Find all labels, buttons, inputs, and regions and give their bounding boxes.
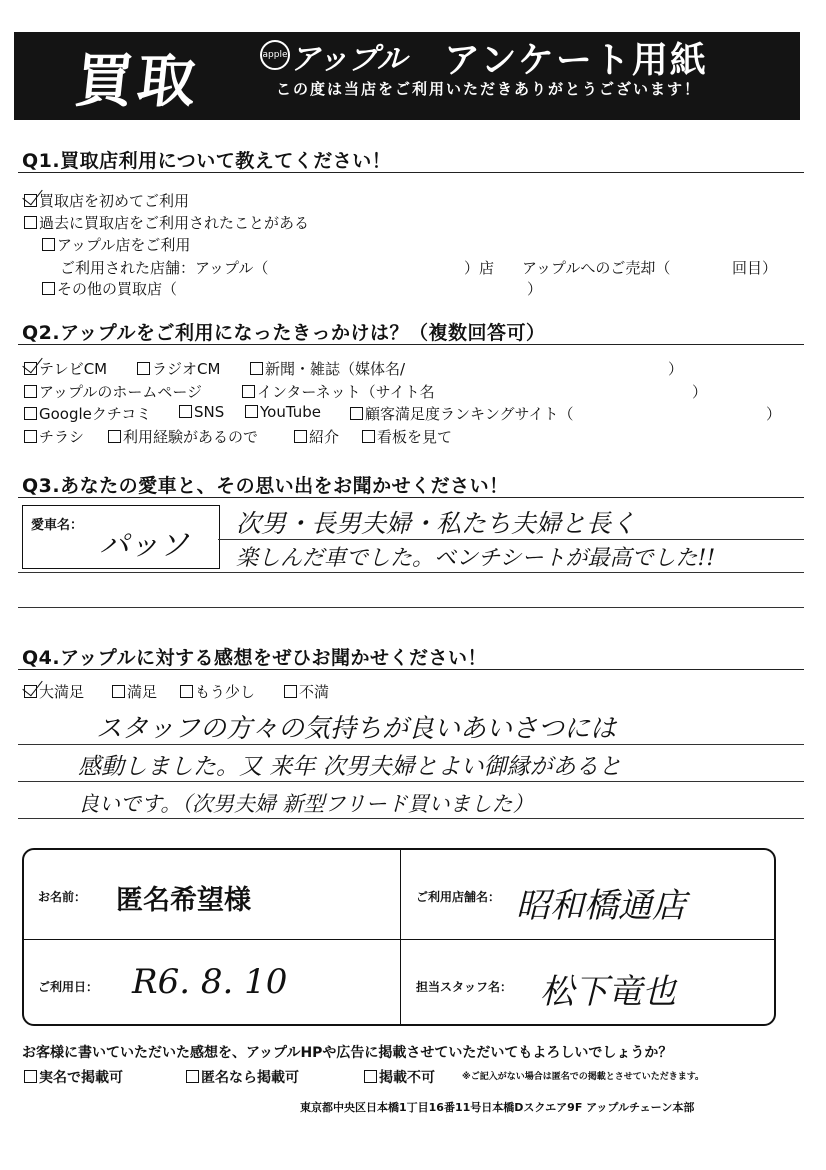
publish-permission-question: お客様に書いていただいた感想を、アップルHPや広告に掲載させていただいてもよろしいでしょうか？ — [22, 1045, 673, 1061]
not-allowed-label: 掲載不可 — [379, 1070, 435, 1086]
q4-very-satisfied-label: 大満足 — [39, 683, 85, 701]
q2-experience-label: 利用経験があるので — [123, 428, 259, 446]
q3-answer-line — [18, 572, 804, 573]
checkbox-icon[interactable] — [186, 1070, 199, 1083]
publish-not-allowed-option[interactable] — [364, 1067, 435, 1087]
checkbox-icon[interactable] — [362, 430, 375, 443]
checkbox-icon[interactable] — [179, 405, 192, 418]
checkbox-icon[interactable] — [350, 407, 363, 420]
checkbox-icon[interactable] — [24, 216, 37, 229]
q2-title: Q2.アップルをご利用になったきっかけは？（複数回答可） — [22, 322, 546, 344]
q1-other-label: その他の買取店（ — [57, 280, 178, 298]
q2-internet-close: ） — [692, 383, 708, 401]
q4-title: Q4.アップルに対する感想をぜひお聞かせください！ — [22, 647, 488, 669]
q1-past-use-label: 過去に買取店をご利用されたことがある — [39, 214, 310, 232]
q2-google-label: Googleクチコミ — [39, 405, 152, 423]
checkbox-icon[interactable] — [42, 238, 55, 251]
staff-value[interactable]: 松下竜也 — [540, 972, 676, 1012]
q2-option-internet[interactable] — [242, 381, 435, 402]
q3-memory-line-2: 楽しんだ車でした。ベンチシートが最高でした!! — [236, 546, 716, 571]
q2-option-tv[interactable] — [24, 358, 107, 379]
q3-divider — [18, 497, 804, 498]
checkbox-icon[interactable] — [137, 362, 150, 375]
q1-sell-count-suffix: 回目） — [732, 259, 778, 277]
info-horizontal-divider — [24, 939, 774, 940]
staff-label: 担当スタッフ名： — [416, 980, 513, 994]
checkbox-icon[interactable] — [284, 685, 297, 698]
q2-homepage-label: アップルのホームページ — [39, 383, 203, 401]
q2-signboard-label: 看板を見て — [377, 428, 453, 446]
q4-option-satisfied[interactable] — [112, 681, 157, 702]
q1-apple-store-label: アップル店をご利用 — [57, 236, 191, 254]
q1-option-first-time[interactable] — [24, 190, 189, 211]
q4-comment-line-3: 良いです。（次男夫婦 新型フリード買いました） — [78, 792, 534, 816]
q4-option-dissatisfied[interactable] — [284, 681, 329, 702]
q2-youtube-label: YouTube — [260, 403, 321, 421]
q4-comment-line-1: スタッフの方々の気持ちが良いあいさつには — [96, 714, 617, 744]
q1-option-past-use[interactable] — [24, 212, 309, 233]
checkbox-icon[interactable] — [24, 385, 37, 398]
q4-answer-line — [18, 744, 804, 745]
brand-name: アップル — [290, 42, 407, 77]
publish-real-name-option[interactable] — [24, 1067, 123, 1087]
q1-other-close: ） — [527, 280, 543, 298]
q4-option-a-little-more[interactable] — [180, 681, 255, 702]
form-title: アンケート用紙 — [444, 40, 708, 81]
publish-anonymous-option[interactable] — [186, 1067, 299, 1087]
date-value[interactable]: R6. 8. 10 — [132, 962, 288, 1002]
q3-title: Q3.あなたの愛車と、その思い出をお聞かせください！ — [22, 475, 509, 497]
header-banner — [14, 32, 800, 120]
company-address: 東京都中央区日本橋1丁目16番11号日本橋Dスクエア9F アップルチェーン本部 — [300, 1101, 695, 1114]
checkbox-icon[interactable] — [245, 405, 258, 418]
checkbox-icon[interactable] — [364, 1070, 377, 1083]
q2-option-ranking[interactable] — [350, 403, 574, 424]
checkbox-icon[interactable] — [24, 407, 37, 420]
date-label: ご利用日： — [38, 980, 99, 994]
checkbox-icon[interactable] — [112, 685, 125, 698]
info-vertical-divider — [400, 850, 401, 1024]
checkbox-icon[interactable] — [42, 282, 55, 295]
q2-option-signboard[interactable] — [362, 426, 452, 447]
checkbox-icon[interactable] — [294, 430, 307, 443]
checkbox-checked-icon[interactable] — [24, 362, 37, 375]
q1-first-time-label: 買取店を初めてご利用 — [39, 192, 190, 210]
checkbox-icon[interactable] — [108, 430, 121, 443]
q1-store-suffix: ）店 — [464, 259, 495, 277]
q1-title: Q1.買取店利用について教えてください！ — [22, 150, 392, 172]
q1-store-used-label: ご利用された店舗：アップル（ — [60, 259, 269, 277]
q4-comment-line-2: 感動しました。又 来年 次男夫婦とよい御縁があると — [78, 754, 622, 780]
car-name-value: パッソ — [99, 528, 189, 563]
q3-memory-line-1: 次男・長男夫婦・私たち夫婦と長く — [236, 509, 637, 538]
car-name-box[interactable] — [22, 505, 220, 569]
q4-answer-line — [18, 781, 804, 782]
q2-introduction-label: 紹介 — [309, 428, 340, 446]
customer-info-box — [22, 848, 776, 1026]
q2-internet-label: インターネット（サイト名 — [257, 383, 435, 401]
q3-answer-line — [18, 607, 804, 608]
q1-sell-count-label: アップルへのご売却（ — [522, 259, 671, 277]
checkbox-icon[interactable] — [180, 685, 193, 698]
store-label: ご利用店舗名： — [416, 890, 501, 904]
q4-divider — [18, 669, 804, 670]
q2-option-google[interactable] — [24, 403, 151, 424]
q2-option-introduction[interactable] — [294, 426, 339, 447]
q2-ranking-close: ） — [766, 405, 782, 423]
checkbox-icon[interactable] — [250, 362, 263, 375]
q3-answer-line — [218, 539, 804, 540]
checkbox-icon[interactable] — [242, 385, 255, 398]
q2-sns-label: SNS — [194, 403, 225, 421]
kaitori-logo: 買取 — [71, 47, 204, 115]
q1-option-other[interactable] — [42, 278, 177, 299]
apple-logo-icon: apple — [260, 40, 290, 70]
q2-tv-label: テレビCM — [39, 360, 108, 378]
q2-option-radio[interactable] — [137, 358, 220, 379]
publish-note: ※ご記入がない場合は匿名での掲載とさせていただきます。 — [462, 1072, 705, 1082]
q2-option-sns[interactable] — [179, 403, 224, 421]
q2-divider — [18, 344, 804, 345]
checkbox-checked-icon[interactable] — [24, 194, 37, 207]
q2-option-youtube[interactable] — [245, 403, 321, 421]
store-value[interactable]: 昭和橋通店 — [516, 886, 686, 926]
q2-ranking-label: 顧客満足度ランキングサイト（ — [365, 405, 574, 423]
q2-option-newspaper[interactable] — [250, 358, 405, 379]
checkbox-icon[interactable] — [24, 1070, 37, 1083]
q4-dissatisfied-label: 不満 — [299, 683, 330, 701]
q1-divider — [18, 172, 804, 173]
q1-option-apple-store[interactable] — [42, 234, 190, 255]
real-name-label: 実名で掲載可 — [39, 1070, 123, 1086]
q2-option-homepage[interactable] — [24, 381, 202, 402]
anonymous-label: 匿名なら掲載可 — [201, 1070, 299, 1086]
checkbox-icon[interactable] — [24, 430, 37, 443]
q4-satisfied-label: 満足 — [127, 683, 158, 701]
thanks-message: この度は当店をご利用いただきありがとうございます！ — [276, 80, 702, 98]
q2-option-flyer[interactable] — [24, 426, 84, 447]
checkbox-checked-icon[interactable] — [24, 685, 37, 698]
q4-option-very-satisfied[interactable] — [24, 681, 84, 702]
q2-newspaper-close: ） — [668, 360, 684, 378]
q4-answer-line — [18, 818, 804, 819]
car-name-label: 愛車名： — [31, 518, 84, 533]
q2-radio-label: ラジオCM — [152, 360, 221, 378]
q4-a-little-more-label: もう少し — [195, 683, 256, 701]
name-label: お名前： — [38, 890, 87, 904]
q2-flyer-label: チラシ — [39, 428, 85, 446]
name-value[interactable]: 匿名希望様 — [116, 885, 251, 916]
q2-newspaper-label: 新聞・雑誌（媒体名/ — [265, 360, 406, 378]
q2-option-experience[interactable] — [108, 426, 258, 447]
